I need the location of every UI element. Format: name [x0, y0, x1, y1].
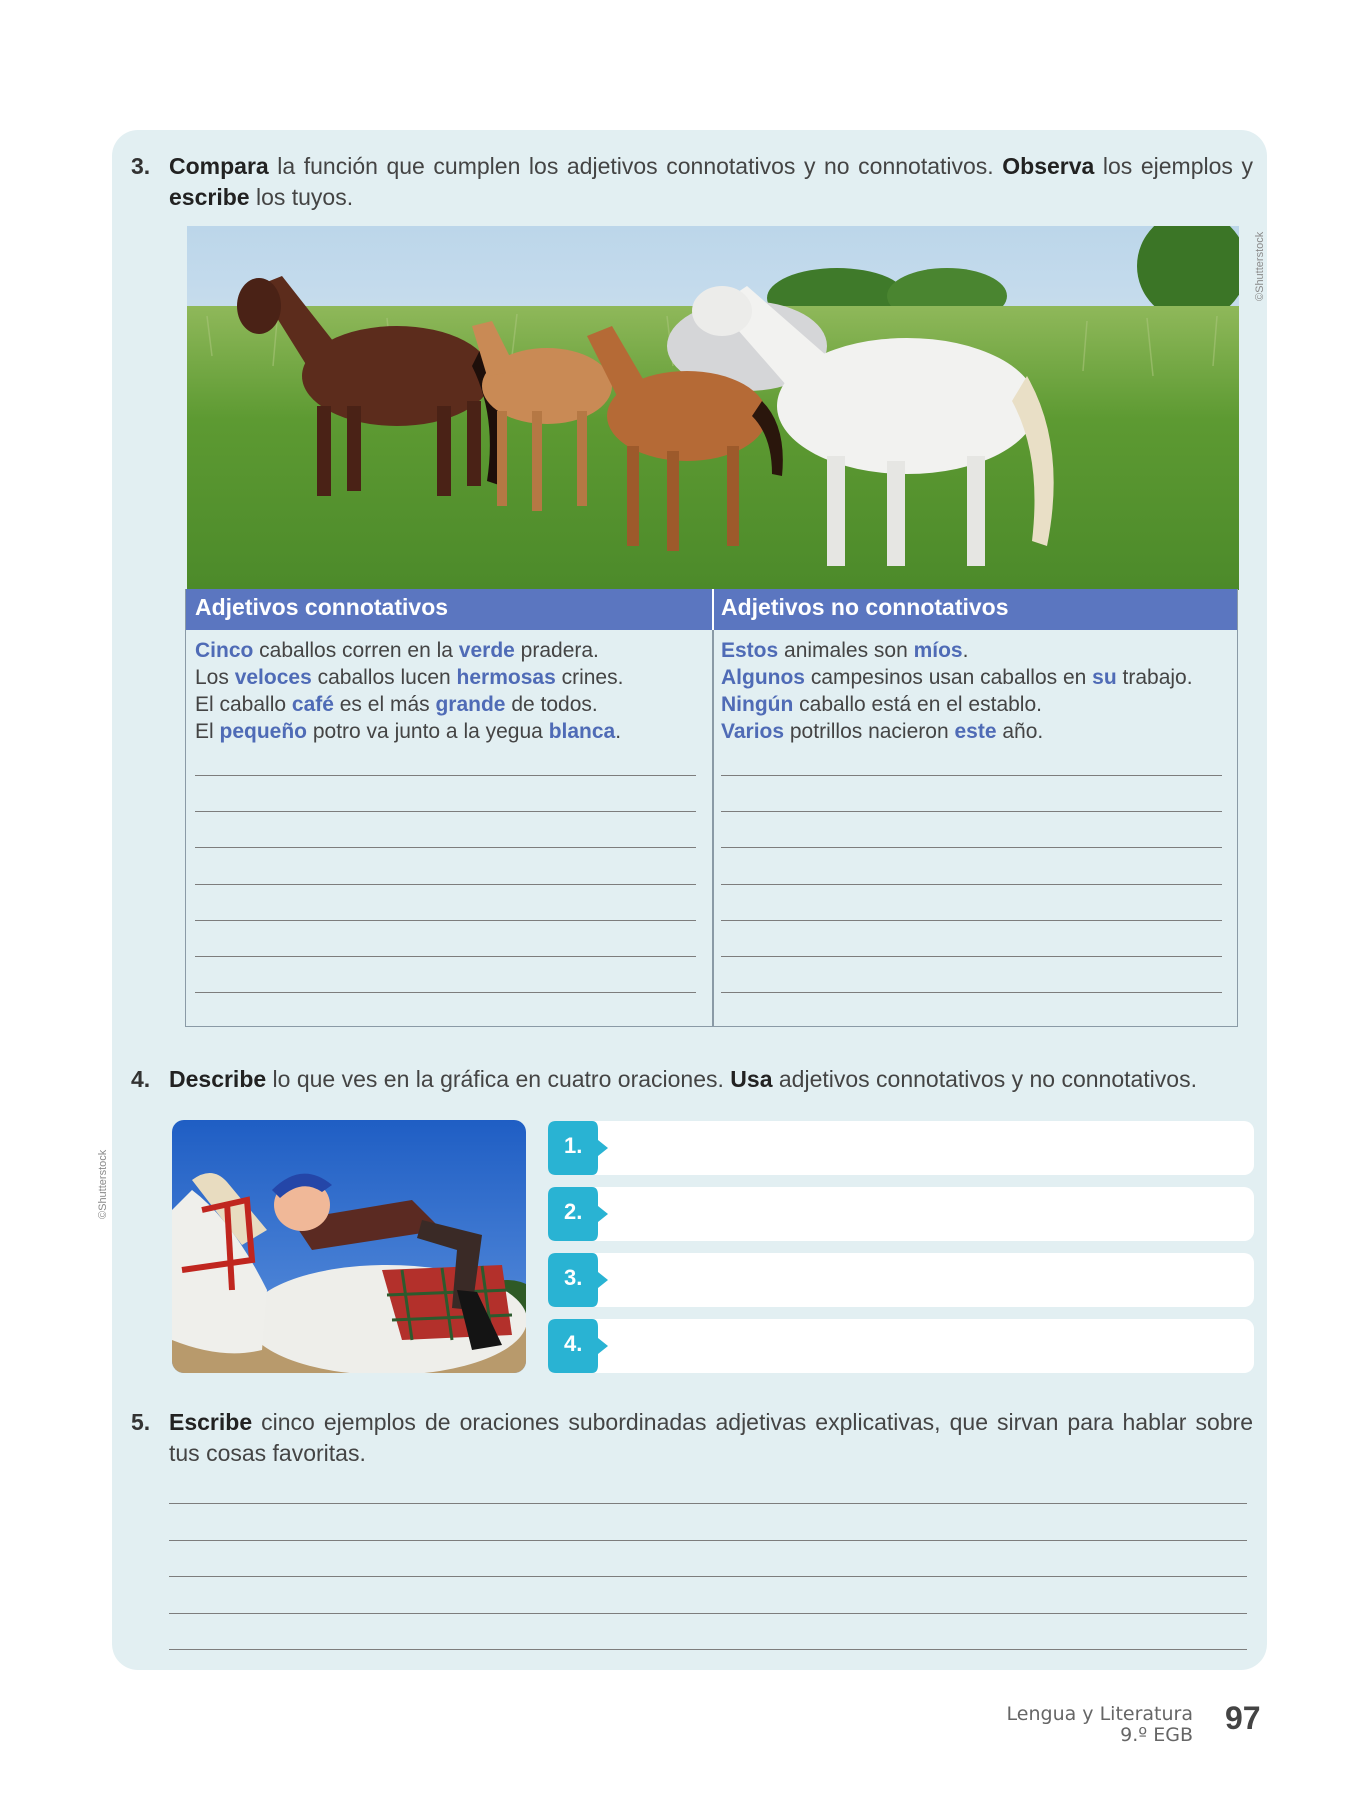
highlighted-adjective: míos	[913, 639, 963, 662]
answer-number-badge	[548, 1187, 606, 1241]
writing-line[interactable]	[169, 1503, 1247, 1504]
example-sentence	[195, 718, 623, 745]
highlighted-adjective: este	[954, 720, 997, 743]
highlighted-adjective: blanca	[548, 720, 616, 743]
writing-line[interactable]	[195, 956, 696, 957]
writing-line[interactable]	[169, 1540, 1247, 1541]
instruction-verb: escribe	[169, 184, 250, 210]
question-number: 4.	[131, 1066, 151, 1092]
writing-line[interactable]	[721, 992, 1222, 993]
non-connotative-examples	[721, 637, 1193, 745]
example-sentence	[195, 664, 623, 691]
photo-credit: ©Shutterstock	[1254, 231, 1266, 301]
header-connotative: Adjetivos connotativos	[195, 594, 449, 620]
writing-line[interactable]	[195, 811, 696, 812]
answer-number: 2.	[564, 1199, 583, 1224]
writing-line[interactable]	[169, 1576, 1247, 1577]
highlighted-adjective: grande	[435, 693, 506, 716]
example-sentence	[721, 637, 1193, 664]
highlighted-adjective: verde	[458, 639, 515, 662]
writing-line[interactable]	[721, 775, 1222, 776]
sentence-text: potro va junto a la yegua	[307, 720, 549, 743]
instruction-text: los tuyos.	[249, 184, 354, 210]
highlighted-adjective: café	[291, 693, 334, 716]
answer-number: 1.	[564, 1133, 583, 1158]
answer-number-badge	[548, 1319, 606, 1373]
sentence-text: caballo está en el establo.	[793, 693, 1042, 716]
table-header	[186, 589, 1237, 630]
sentence-text: año.	[996, 720, 1044, 743]
instruction-text: lo que ves en la gráfica en cuatro oraciones.	[266, 1066, 731, 1092]
highlighted-adjective: Estos	[721, 639, 779, 662]
example-sentence	[195, 637, 623, 664]
sentence-text: caballos lucen	[311, 666, 457, 689]
writing-line[interactable]	[169, 1613, 1247, 1614]
instruction-verb: Observa	[1002, 153, 1095, 179]
sentence-text: caballos corren en la	[253, 639, 459, 662]
answer-number-badge	[548, 1121, 606, 1175]
writing-line[interactable]	[195, 884, 696, 885]
writing-line[interactable]	[195, 992, 696, 993]
sentence-text: campesinos usan caballos en	[805, 666, 1093, 689]
example-sentence	[721, 691, 1193, 718]
column-divider	[712, 589, 714, 1026]
writing-line[interactable]	[721, 920, 1222, 921]
writing-line[interactable]	[721, 847, 1222, 848]
highlighted-adjective: su	[1092, 666, 1117, 689]
highlighted-adjective: hermosas	[456, 666, 556, 689]
sentence-text: potrillos nacieron	[784, 720, 955, 743]
connotative-examples	[195, 637, 623, 745]
instruction-verb: Escribe	[169, 1409, 253, 1435]
question-3	[131, 151, 1253, 213]
sentence-text: crines.	[555, 666, 624, 689]
sentence-text: El caballo	[195, 693, 292, 716]
question-5	[131, 1407, 1253, 1469]
instruction-verb: Compara	[169, 153, 269, 179]
grade-level: 9.º EGB	[1120, 1724, 1193, 1746]
writing-line[interactable]	[721, 811, 1222, 812]
answer-number: 3.	[564, 1265, 583, 1290]
highlighted-adjective: veloces	[234, 666, 312, 689]
header-separator	[712, 589, 714, 630]
answer-field[interactable]	[548, 1121, 1254, 1175]
answer-number-badge	[548, 1253, 606, 1307]
highlighted-adjective: Varios	[721, 720, 785, 743]
header-non-connotative: Adjetivos no connotativos	[721, 594, 1009, 620]
instruction-text: cinco ejemplos de oraciones subordinadas adjetivas explicativas, que sirvan para hablar sobre tus cosas favoritas.	[169, 1409, 1253, 1466]
photo-credit: ©Shutterstock	[97, 1149, 109, 1219]
highlighted-adjective: Algunos	[721, 666, 805, 689]
sentence-text: Los	[195, 666, 235, 689]
highlighted-adjective: Cinco	[195, 639, 254, 662]
sentence-text: El	[195, 720, 220, 743]
instruction-text: adjetivos connotativos y no connotativos.	[772, 1066, 1197, 1092]
instruction-text: los ejemplos y	[1094, 153, 1253, 179]
answer-field[interactable]	[548, 1253, 1254, 1307]
answer-field[interactable]	[548, 1187, 1254, 1241]
question-4	[131, 1064, 1253, 1095]
example-sentence	[195, 691, 623, 718]
question-number: 5.	[131, 1409, 151, 1435]
writing-line[interactable]	[195, 847, 696, 848]
writing-line[interactable]	[721, 884, 1222, 885]
sentence-text: es el más	[333, 693, 436, 716]
answer-field[interactable]	[548, 1319, 1254, 1373]
horses-photo	[187, 226, 1239, 590]
writing-line[interactable]	[195, 775, 696, 776]
instruction-verb: Describe	[169, 1066, 267, 1092]
page-number: 97	[1225, 1700, 1261, 1736]
instruction-text: la función que cumplen los adjetivos connotativos y no connotativos.	[268, 153, 1003, 179]
answer-number: 4.	[564, 1331, 583, 1356]
writing-line[interactable]	[195, 920, 696, 921]
example-sentence	[721, 664, 1193, 691]
adjectives-table	[185, 589, 1238, 1027]
writing-line[interactable]	[169, 1649, 1247, 1650]
girl-on-pony-photo	[172, 1120, 526, 1373]
instruction-verb: Usa	[730, 1066, 773, 1092]
sentence-text: pradera.	[514, 639, 599, 662]
highlighted-adjective: Ningún	[721, 693, 794, 716]
sentence-text: animales son	[778, 639, 914, 662]
sentence-text: .	[962, 639, 969, 662]
writing-line[interactable]	[721, 956, 1222, 957]
highlighted-adjective: pequeño	[219, 720, 308, 743]
subject-name: Lengua y Literatura	[1006, 1703, 1193, 1725]
sentence-text: .	[615, 720, 622, 743]
sentence-text: trabajo.	[1116, 666, 1193, 689]
footer-subject	[1007, 1704, 1193, 1746]
question-number: 3.	[131, 153, 151, 179]
example-sentence	[721, 718, 1193, 745]
sentence-text: de todos.	[505, 693, 598, 716]
